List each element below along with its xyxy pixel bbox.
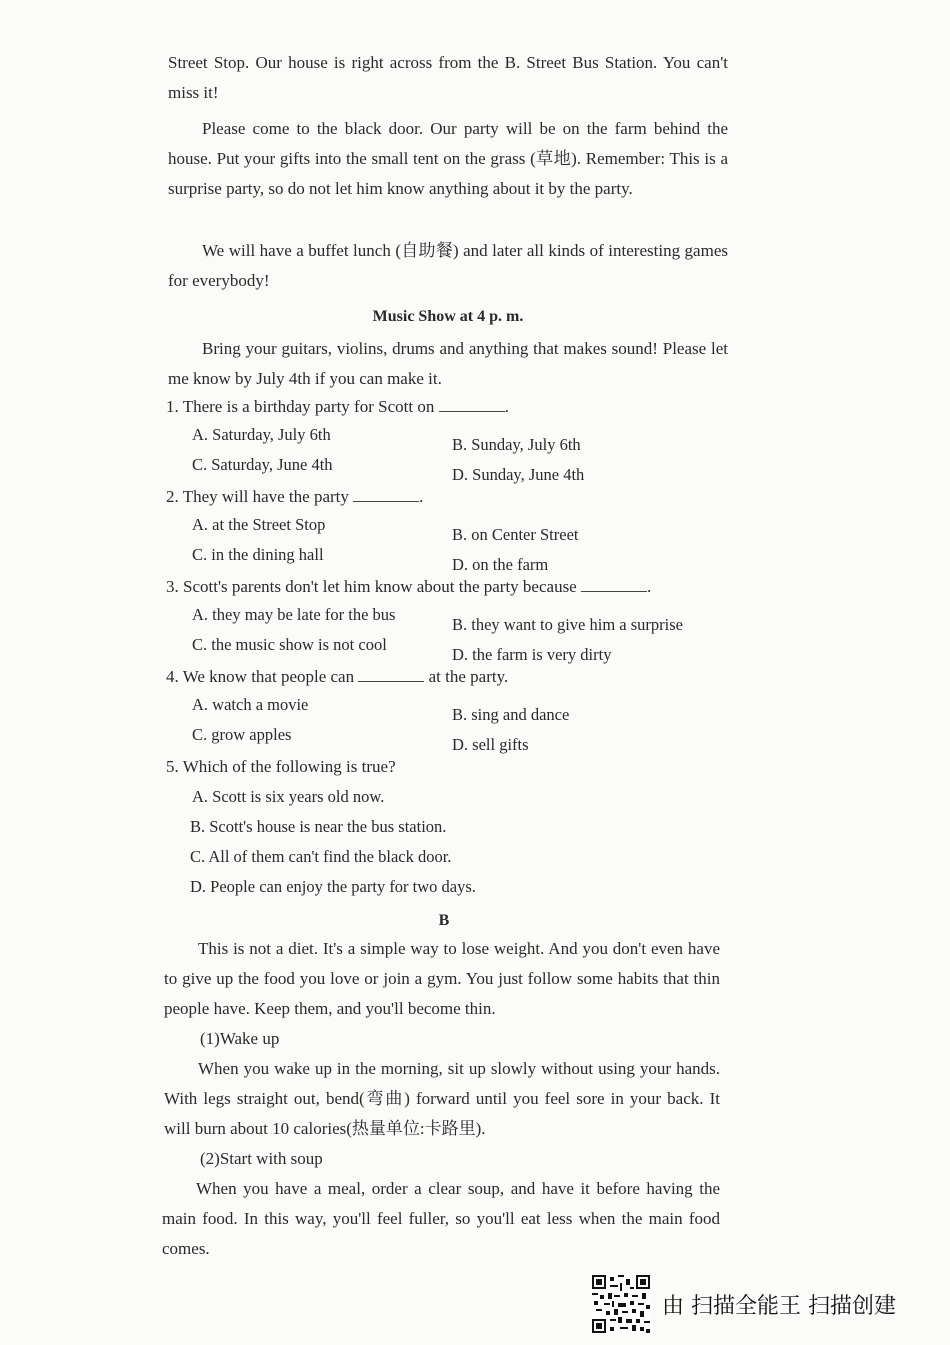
passage-b-heading: B [438, 912, 450, 929]
question-end: . [504, 397, 509, 416]
passage-a-paragraph-3: We will have a buffet lunch (自助餐) and later all kinds of interesting games for everybody! [168, 241, 728, 290]
question-stem: Scott's parents don't let him know about the party because [183, 577, 577, 596]
passage-a-paragraph-1: Street Stop. Our house is right across from the B. Street Bus Station. You can't miss it! [168, 53, 728, 102]
question-4-option-a: A. watch a movie [192, 695, 309, 714]
question-1-option-c: C. Saturday, June 4th [192, 455, 333, 474]
question-4-option-c: C. grow apples [192, 725, 292, 744]
question-2-option-a: A. at the Street Stop [192, 515, 326, 534]
question-3-option-a: A. they may be late for the bus [192, 605, 396, 624]
question-4-option-b: B. sing and dance [452, 705, 570, 724]
question-2-option-d: D. on the farm [452, 555, 549, 574]
question-number: 4. [166, 667, 179, 686]
question-number: 1. [166, 397, 179, 416]
question-5 [166, 752, 746, 782]
answer-blank [581, 573, 647, 592]
question-2 [166, 482, 746, 512]
question-5-option-a: A. Scott is six years old now. [192, 787, 385, 806]
question-5-option-c: C. All of them can't find the black door. [190, 847, 452, 866]
passage-b-paragraph-3: When you have a meal, order a clear soup, and have it before having the main food. In this way, you'll feel fuller, so you'll eat less when the main food comes. [162, 1179, 720, 1258]
question-3-option-d: D. the farm is very dirty [452, 645, 612, 664]
question-3 [166, 572, 746, 602]
passage-a-paragraph-4: Bring your guitars, violins, drums and anything that makes sound! Please let me know by July 4th if you can make it. [168, 339, 728, 388]
question-5-option-d: D. People can enjoy the party for two days. [190, 877, 476, 896]
passage-b-paragraph-2: When you wake up in the morning, sit up slowly without using your hands. With legs straight out, bend(弯曲) forward until you feel sore in your back. It will burn about 10 calories(热量单位:卡路里). [164, 1059, 720, 1138]
question-stem: We know that people can [182, 667, 355, 686]
question-4 [166, 662, 746, 692]
question-stem: They will have the party [182, 487, 349, 506]
question-stem: Which of the following is true? [182, 757, 396, 776]
question-2-option-c: C. in the dining hall [192, 545, 324, 564]
question-number: 3. [166, 577, 179, 596]
question-end: at the party. [428, 667, 509, 686]
question-2-option-b: B. on Center Street [452, 525, 579, 544]
question-end: . [646, 577, 652, 596]
question-4-option-d: D. sell gifts [452, 735, 529, 754]
passage-b-subheading-1: (1)Wake up [200, 1029, 280, 1048]
question-number: 2. [166, 487, 179, 506]
answer-blank [439, 393, 505, 412]
scanner-watermark-text: 由 扫描全能王 扫描创建 [662, 1294, 896, 1319]
question-5-option-b: B. Scott's house is near the bus station. [190, 817, 447, 836]
answer-blank [358, 663, 424, 682]
question-1-option-d: D. Sunday, June 4th [452, 465, 585, 484]
music-show-heading: Music Show at 4 p. m. [372, 308, 524, 325]
question-1-option-a: A. Saturday, July 6th [192, 425, 331, 444]
question-end: . [419, 487, 424, 506]
question-3-option-b: B. they want to give him a surprise [452, 615, 683, 634]
scanner-watermark [592, 1275, 932, 1335]
question-3-option-c: C. the music show is not cool [192, 635, 387, 654]
passage-b-subheading-2: (2)Start with soup [200, 1149, 323, 1168]
passage-a-paragraph-2: Please come to the black door. Our party will be on the farm behind the house. Put your gifts into the small tent on the grass (草地). Remember: This is a surprise party, so do not let him know anything about it by the party. [168, 119, 728, 198]
answer-blank [353, 483, 419, 502]
question-number: 5. [166, 757, 179, 776]
qr-code-icon [592, 1275, 650, 1333]
question-stem: There is a birthday party for Scott on [182, 397, 435, 416]
passage-b-paragraph-1: This is not a diet. It's a simple way to lose weight. And you don't even have to give up the food you love or join a gym. You just follow some habits that thin people have. Keep them, and you'll become thin. [164, 939, 720, 1018]
question-1-option-b: B. Sunday, July 6th [452, 435, 581, 454]
question-1 [166, 392, 746, 422]
